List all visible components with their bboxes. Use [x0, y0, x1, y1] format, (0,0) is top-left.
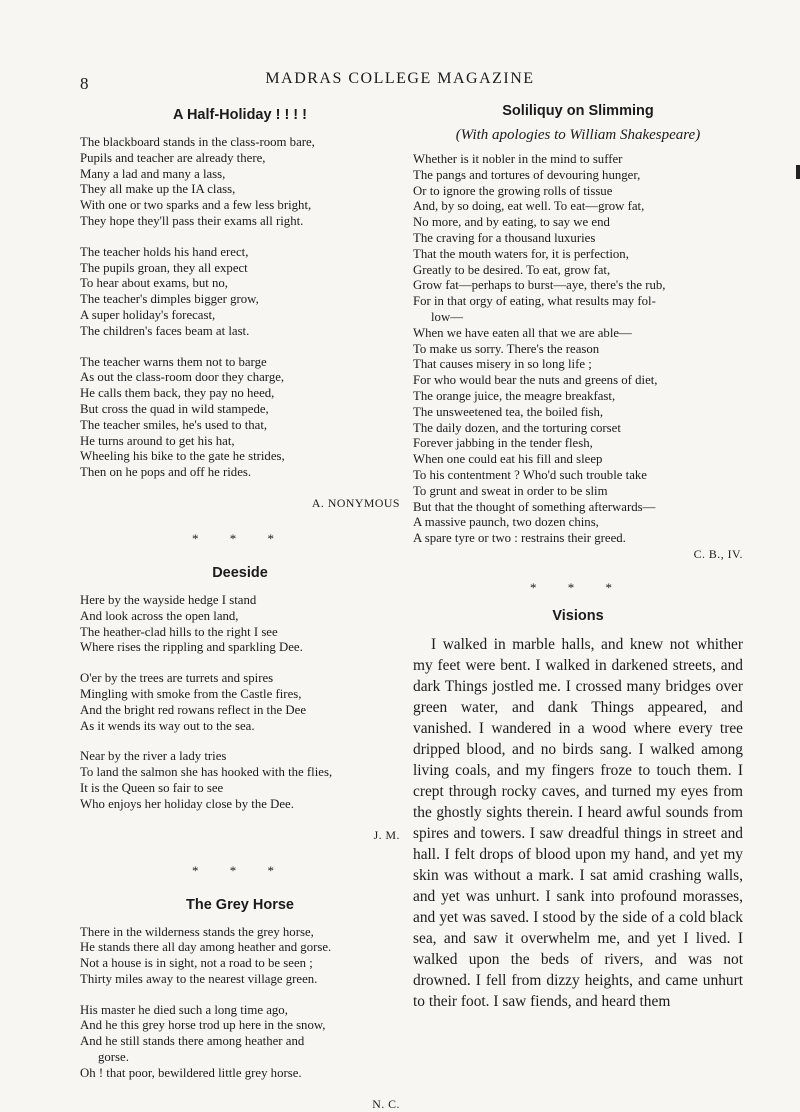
poem-line: It is the Queen so fair to see	[80, 780, 224, 795]
stanza	[80, 245, 400, 340]
stanza	[80, 749, 400, 812]
poem-line: The daily dozen, and the torturing corset	[413, 420, 621, 435]
poem-subtitle: (With apologies to William Shakespeare)	[455, 127, 701, 143]
poem-line: To land the salmon she has hooked with the flies,	[80, 765, 333, 780]
poem-line: The pangs and tortures of devouring hunger,	[413, 167, 641, 182]
poem-line: Here by the wayside hedge I stand	[80, 592, 257, 607]
stanza	[80, 925, 400, 988]
poem-line: His master he died such a long time ago,	[80, 1002, 288, 1017]
poem-line: He turns around to get his hat,	[80, 433, 235, 448]
poem-line: Not a house is in sight, not a road to be seen ;	[80, 956, 313, 971]
poem-line: The pupils groan, they all expect	[80, 260, 248, 275]
poem-author: J. M.	[373, 827, 400, 842]
poem-soliloquy	[413, 152, 743, 562]
poem-line: Greatly to be desired. To eat, grow fat,	[413, 262, 611, 277]
poem-line: Thirty miles away to the nearest village green.	[80, 971, 318, 986]
poem-line: To grunt and sweat in order to be slim	[413, 483, 608, 498]
poem-line: And he this grey horse trod up here in the snow,	[80, 1018, 326, 1033]
poem-line: Or to ignore the growing rolls of tissue	[413, 183, 613, 198]
stanza	[80, 135, 400, 230]
page-number: 8	[80, 74, 89, 93]
poem-line: Where rises the rippling and sparkling Dee.	[80, 640, 303, 655]
poem-line: Then on he pops and off he rides.	[80, 465, 252, 480]
poem-line: The blackboard stands in the class-room bare,	[80, 135, 315, 149]
stanza	[80, 593, 400, 656]
poem-author: A. NONYMOUS	[311, 495, 400, 510]
poem-line: The teacher holds his hand erect,	[80, 244, 249, 259]
poem-line: But that the thought of something afterwards—	[413, 499, 656, 514]
magazine-title: MADRAS COLLEGE MAGAZINE	[265, 70, 535, 87]
poem-half-holiday	[80, 135, 400, 511]
poem-line: The teacher warns them not to barge	[80, 354, 267, 369]
poem-line: The teacher's dimples bigger grow,	[80, 292, 259, 307]
poem-line: Who enjoys her holiday close by the Dee.	[80, 796, 294, 811]
poem-line: Many a lad and many a lass,	[80, 166, 226, 181]
right-column	[413, 103, 743, 1012]
poem-title-soliloquy: Soliliquy on Slimming	[502, 103, 654, 119]
poem-line: They hope they'll pass their exams all right.	[80, 213, 304, 228]
poem-grey-horse	[80, 925, 400, 1112]
section-separator: * * *	[192, 530, 288, 546]
poem-line: When one could eat his fill and sleep	[413, 452, 603, 467]
poem-line: When we have eaten all that we are able—	[413, 325, 632, 340]
poem-line: For in that orgy of eating, what results may fol-	[413, 294, 656, 309]
poem-line: And look across the open land,	[80, 608, 239, 623]
section-separator: * * *	[530, 579, 626, 595]
poem-line: But cross the quad in wild stampede,	[80, 401, 269, 416]
poem-line: Whether is it nobler in the mind to suffer	[413, 152, 623, 166]
poem-line: And, by so doing, eat well. To eat—grow fat,	[413, 199, 645, 214]
poem-title-half-holiday: A Half-Holiday ! ! ! !	[173, 107, 307, 123]
left-column	[80, 107, 400, 1112]
poem-line: The unsweetened tea, the boiled fish,	[413, 404, 604, 419]
poem-line: There in the wilderness stands the grey horse,	[80, 924, 314, 939]
poem-line: As it wends its way out to the sea.	[80, 718, 255, 733]
poem-line: Forever jabbing in the tender flesh,	[413, 436, 593, 451]
poem-line: He stands there all day among heather and gorse.	[80, 940, 332, 955]
poem-line: To hear about exams, but no,	[80, 276, 229, 291]
stanza	[80, 355, 400, 481]
poem-line: With one or two sparks and a few less bright,	[80, 198, 312, 213]
poem-line: The orange juice, the meagre breakfast,	[413, 388, 616, 403]
poem-title-deeside: Deeside	[212, 564, 268, 581]
poem-line: To make us sorry. There's the reason	[413, 341, 600, 356]
poem-line: That the mouth waters for, it is perfection,	[413, 246, 629, 261]
poem-line: Grow fat—perhaps to burst—aye, there's the rub,	[413, 278, 666, 293]
poem-line: Pupils and teacher are already there,	[80, 150, 266, 165]
poem-line: That causes misery in so long life ;	[413, 357, 592, 372]
poem-line: Wheeling his bike to the gate he strides,	[80, 449, 285, 464]
poem-author: C. B., IV.	[693, 546, 743, 561]
page-edge-mark	[796, 165, 800, 179]
poem-line: Near by the river a lady tries	[80, 749, 227, 764]
poem-line: A spare tyre or two : restrains their greed.	[413, 531, 626, 546]
poem-line: low—	[431, 309, 463, 324]
poem-line: They all make up the IA class,	[80, 182, 236, 197]
poem-line: As out the class-room door they charge,	[80, 370, 285, 385]
poem-line: The teacher smiles, he's used to that,	[80, 417, 268, 432]
poem-line: To his contentment ? Who'd such trouble take	[413, 467, 647, 482]
poem-line: He calls them back, they pay no heed,	[80, 386, 275, 401]
poem-line: For who would bear the nuts and greens of diet,	[413, 373, 658, 388]
poem-line: The heather-clad hills to the right I see	[80, 624, 278, 639]
poem-title-grey-horse: The Grey Horse	[186, 896, 294, 913]
poem-line: A super holiday's forecast,	[80, 307, 216, 322]
poem-line: Mingling with smoke from the Castle fires,	[80, 686, 302, 701]
poem-line: And the bright red rowans reflect in the Dee	[80, 702, 306, 717]
poem-line: The craving for a thousand luxuries	[413, 230, 596, 245]
section-separator: * * *	[192, 862, 288, 878]
poem-line: O'er by the trees are turrets and spires	[80, 671, 274, 686]
poem-author: N. C.	[372, 1096, 400, 1111]
poem-line: A massive paunch, two dozen chins,	[413, 515, 599, 530]
poem-line: And he still stands there among heather and	[80, 1034, 305, 1049]
poem-line: No more, and by eating, to say we end	[413, 215, 610, 230]
stanza	[80, 671, 400, 734]
poem-line: gorse.	[98, 1050, 129, 1065]
prose-title-visions: Visions	[552, 607, 604, 624]
prose-visions: I walked in marble halls, and knew not whither my feet were bent. I walked in darkened streets, and dark Things jostled me. I crossed many bridges over green water, and dank Things appeared, and vanished. I wandered in a wood where every tree dripped blood, and no birds sang. I walked among living coals, and my fingers froze to touch them. I crept through rocky caves, and turned my eyes from the ghostly sights therein. I heard awful sounds from spires and towers. I saw dreadful things in street and hall. I felt drops of blood upon my hand, and yet my skin was without a mark. I sat amid crashing walls, and yet was unhurt. I sank into profound morasses, and yet was saved. I stood by the side of a cold black sea, and saw it overwhelm me, and yet I lived. I walked upon the beds of rivers, and was not drowned. I fell from dizzy heights, and came unhurt to their foot. I saw fiends, and heard them	[413, 635, 743, 1010]
poem-line: Oh ! that poor, bewildered little grey horse.	[80, 1065, 302, 1080]
poem-line: The children's faces beam at last.	[80, 323, 250, 338]
poem-deeside	[80, 593, 400, 843]
